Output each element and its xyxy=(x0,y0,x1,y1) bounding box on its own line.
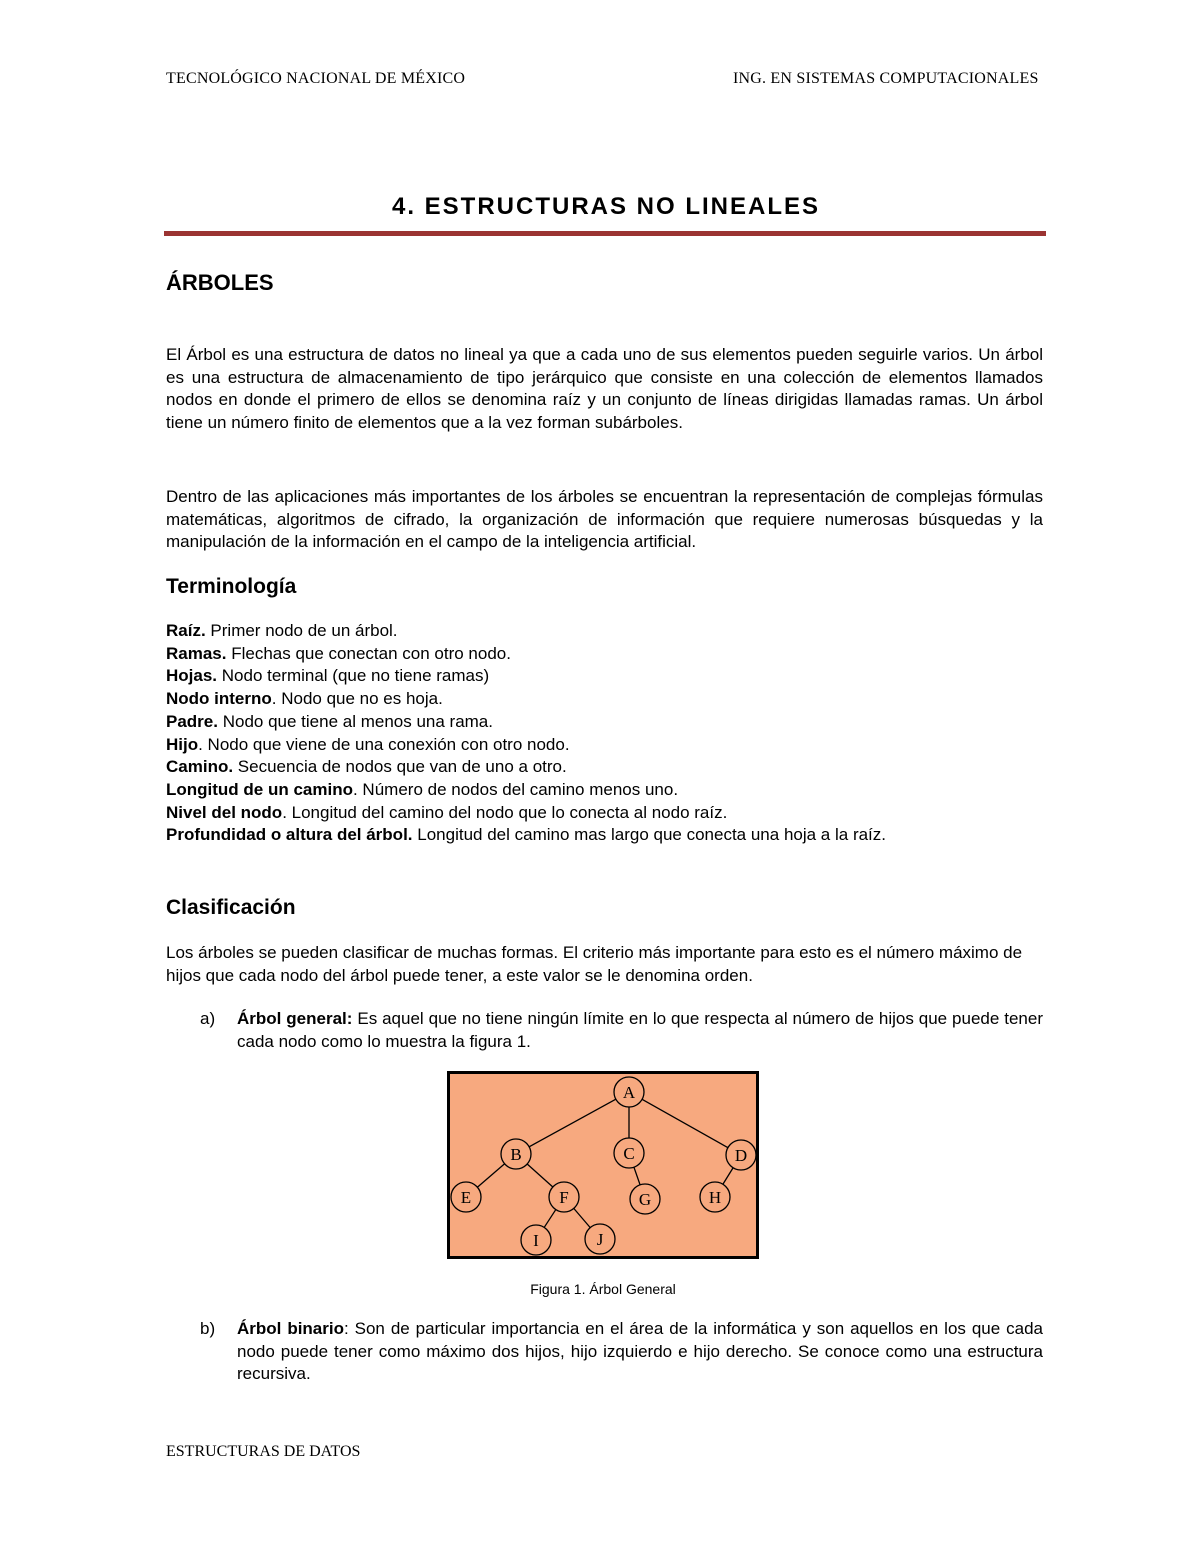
term-name: Nodo interno xyxy=(166,689,272,709)
term-name: Raíz. xyxy=(166,621,206,640)
term-row xyxy=(166,620,1046,643)
figure-caption: Figura 1. Árbol General xyxy=(530,1281,676,1297)
classification-heading: Clasificación xyxy=(166,896,296,919)
term-row xyxy=(166,824,1046,847)
intro-paragraph: El Árbol es una estructura de datos no lineal ya que a cada uno de sus elementos pueden seguirle varios. Un árbol es una estructura de almacenamiento de tipo jerárquico que consiste en una colección de elementos llamados nodos en donde el primero de ellos se denomina raíz y un conjunto de líneas dirigidas llamadas ramas. Un árbol tiene un número finito de elementos que a la vez forman subárboles. xyxy=(166,345,1043,433)
terminology-list xyxy=(166,620,1046,847)
classification-intro: Los árboles se pueden clasificar de muchas formas. El criterio más importante para esto es el número máximo de hijos que cada nodo del árbol puede tener, a este valor se le denomina orden. xyxy=(166,943,1023,985)
term-row xyxy=(166,665,1046,688)
item-text: : Son de particular importancia en el área de la informática y son aquellos en los que cada nodo puede tener como máximo dos hijos, hijo izquierdo e hijo derecho. Se conoce como una estructura recursiva. xyxy=(237,1319,1043,1384)
term-name: Camino. xyxy=(166,757,234,777)
term-definition: . Número de nodos del camino menos uno. xyxy=(352,779,679,799)
tree-node-label: C xyxy=(623,1144,635,1163)
term-name: Hojas. xyxy=(166,666,218,686)
tree-node-label: E xyxy=(460,1188,472,1207)
general-tree-figure xyxy=(447,1071,759,1259)
section-title: ÁRBOLES xyxy=(166,270,274,295)
tree-node-label: I xyxy=(533,1231,539,1250)
tree-node-label: D xyxy=(734,1146,748,1165)
item-text: Es aquel que no tiene ningún límite en lo que respecta al número de hijos que puede tener cada nodo como lo muestra la figura 1. xyxy=(237,1009,1043,1051)
term-definition: Secuencia de nodos que van de uno a otro. xyxy=(233,757,567,777)
item-term: Árbol binario xyxy=(237,1319,344,1338)
term-definition: Primer nodo de un árbol. xyxy=(205,621,398,640)
terminology-heading: Terminología xyxy=(166,575,297,598)
tree-node-label: J xyxy=(596,1230,604,1249)
term-row xyxy=(166,756,1046,779)
term-definition: . Longitud del camino del nodo que lo conecta al nodo raíz. xyxy=(282,802,728,822)
tree-node-label: F xyxy=(559,1188,569,1207)
term-row xyxy=(166,734,1046,757)
footer-course: ESTRUCTURAS DE DATOS xyxy=(166,1443,361,1460)
term-definition: . Nodo que no es hoja. xyxy=(271,689,443,709)
term-definition: Nodo terminal (que no tiene ramas) xyxy=(217,666,490,686)
term-definition: Nodo que tiene al menos una rama. xyxy=(217,711,493,731)
list-marker: a) xyxy=(200,1009,216,1028)
term-row xyxy=(166,643,1046,666)
term-name: Nivel del nodo xyxy=(166,802,283,822)
term-row xyxy=(166,711,1046,734)
term-name: Ramas. xyxy=(166,643,227,663)
chapter-divider xyxy=(164,231,1046,236)
list-marker: b) xyxy=(200,1319,216,1338)
term-name: Longitud de un camino xyxy=(166,779,353,799)
term-row xyxy=(166,802,1046,825)
term-name: Profundidad o altura del árbol. xyxy=(166,825,413,845)
header-institution: TECNOLÓGICO NACIONAL DE MÉXICO xyxy=(166,70,466,87)
term-name: Padre. xyxy=(166,711,218,731)
item-term: Árbol general: xyxy=(237,1009,353,1028)
tree-node-label: H xyxy=(708,1188,722,1207)
applications-paragraph: Dentro de las aplicaciones más importantes de los árboles se encuentran la representación de complejas fórmulas matemáticas, algoritmos de cifrado, la organización de información que requiere numerosas búsquedas y la manipulación de la información en el campo de la inteligencia artificial. xyxy=(166,487,1043,552)
header-career: ING. EN SISTEMAS COMPUTACIONALES xyxy=(733,70,1039,87)
tree-node-label: A xyxy=(622,1083,636,1102)
term-row xyxy=(166,779,1046,802)
tree-node-label: B xyxy=(510,1145,522,1164)
term-definition: . Nodo que viene de una conexión con otro nodo. xyxy=(198,734,570,754)
tree-node-label: G xyxy=(638,1190,652,1209)
chapter-title: 4. ESTRUCTURAS NO LINEALES xyxy=(391,193,821,220)
term-name: Hijo xyxy=(166,734,199,754)
term-definition: Longitud del camino mas largo que conecta una hoja a la raíz. xyxy=(412,825,886,845)
term-row xyxy=(166,688,1046,711)
term-definition: Flechas que conectan con otro nodo. xyxy=(226,643,511,663)
